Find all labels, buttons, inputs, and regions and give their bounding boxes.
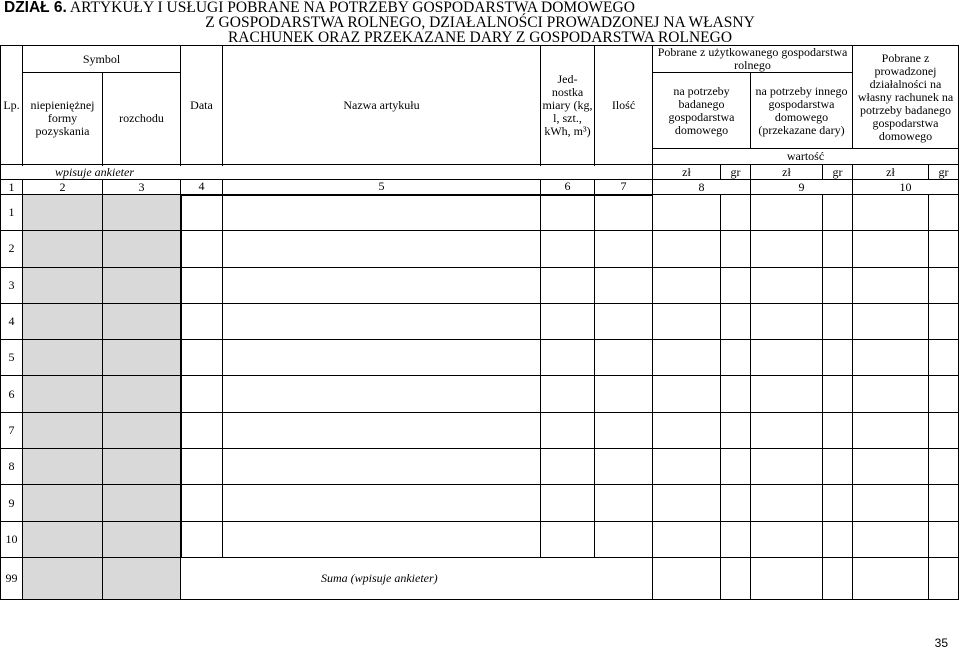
entry-row — [1, 449, 959, 485]
entry-cell[interactable] — [853, 231, 929, 267]
entry-cell[interactable] — [751, 376, 823, 412]
section-number: DZIAŁ 6. — [4, 0, 67, 16]
entry-cell[interactable] — [929, 376, 959, 412]
sum-cell-shaded — [23, 557, 103, 599]
entry-cell[interactable] — [541, 195, 595, 231]
col-num: 3 — [103, 180, 181, 195]
col-num: 2 — [23, 180, 103, 195]
row-lp: 3 — [1, 267, 23, 303]
shaded-symbol-cell — [23, 412, 103, 448]
header-wpisuje: wpisuje ankieter — [1, 165, 653, 180]
entry-cell[interactable] — [721, 267, 751, 303]
col-num: 7 — [595, 180, 653, 195]
col-num: 9 — [751, 180, 853, 195]
shaded-symbol-cell — [103, 449, 181, 485]
entry-cell[interactable] — [929, 303, 959, 339]
entry-cell[interactable] — [853, 485, 929, 521]
entry-cell[interactable] — [721, 376, 751, 412]
sum-cell[interactable] — [653, 557, 721, 599]
entry-cell[interactable] — [823, 231, 853, 267]
entry-cell[interactable] — [541, 267, 595, 303]
entry-cell[interactable] — [929, 485, 959, 521]
entry-cell[interactable] — [653, 195, 721, 231]
entry-cell[interactable] — [751, 412, 823, 448]
shaded-symbol-cell — [23, 267, 103, 303]
header-lp: Lp. — [1, 46, 23, 165]
entry-cell[interactable] — [721, 303, 751, 339]
entry-cell[interactable] — [853, 376, 929, 412]
entry-cell[interactable] — [929, 340, 959, 376]
col-num: 5 — [223, 180, 541, 195]
shaded-symbol-cell — [103, 521, 181, 557]
entry-row — [1, 195, 959, 231]
col-num: 6 — [541, 180, 595, 195]
entry-cell[interactable] — [223, 521, 541, 557]
row-lp: 9 — [1, 485, 23, 521]
shaded-symbol-cell — [103, 412, 181, 448]
entry-cell[interactable] — [595, 231, 653, 267]
entry-cell[interactable] — [223, 412, 541, 448]
header-data: Data — [181, 46, 223, 165]
sum-lp: 99 — [1, 557, 23, 599]
sum-cell-shaded — [103, 557, 181, 599]
unit-gr-1: gr — [721, 165, 751, 180]
entry-cell[interactable] — [223, 340, 541, 376]
unit-gr-3: gr — [929, 165, 959, 180]
sum-cell[interactable] — [853, 557, 929, 599]
entry-cell[interactable] — [853, 412, 929, 448]
entry-cell[interactable] — [223, 303, 541, 339]
entry-row — [1, 412, 959, 448]
entry-cell[interactable] — [541, 412, 595, 448]
entry-cell[interactable] — [823, 521, 853, 557]
entry-cell[interactable] — [721, 231, 751, 267]
entry-cell[interactable] — [929, 267, 959, 303]
entry-cell[interactable] — [653, 231, 721, 267]
entry-cell[interactable] — [721, 195, 751, 231]
entry-cell[interactable] — [595, 485, 653, 521]
col-num: 10 — [853, 180, 959, 195]
shaded-symbol-cell — [23, 231, 103, 267]
entry-cell[interactable] — [595, 267, 653, 303]
header-wartosc: wartość — [653, 149, 959, 165]
row-lp: 4 — [1, 303, 23, 339]
entry-cell[interactable] — [595, 376, 653, 412]
entry-row — [1, 303, 959, 339]
row-lp: 10 — [1, 521, 23, 557]
sum-cell[interactable] — [721, 557, 751, 599]
entry-cell[interactable] — [853, 267, 929, 303]
entry-cell[interactable] — [853, 195, 929, 231]
entry-cell[interactable] — [223, 485, 541, 521]
entry-cell[interactable] — [595, 303, 653, 339]
date-cell[interactable] — [181, 485, 223, 521]
sum-cell[interactable] — [823, 557, 853, 599]
title-line-3: RACHUNEK ORAZ PRZEKAZANE DARY Z GOSPODARSTWA ROLNEGO — [227, 29, 733, 46]
entry-cell[interactable] — [929, 521, 959, 557]
date-cell[interactable] — [181, 376, 223, 412]
col-num: 1 — [1, 180, 23, 195]
entry-cell[interactable] — [595, 195, 653, 231]
entry-cell[interactable] — [823, 303, 853, 339]
entry-cell[interactable] — [823, 376, 853, 412]
date-cell[interactable] — [181, 412, 223, 448]
entry-cell[interactable] — [653, 340, 721, 376]
column-number-row — [1, 180, 959, 195]
entry-cell[interactable] — [541, 485, 595, 521]
unit-zl-2: zł — [751, 165, 823, 180]
header-rozchodu: rozchodu — [103, 73, 181, 165]
row-lp: 2 — [1, 231, 23, 267]
shaded-symbol-cell — [103, 231, 181, 267]
page-number: 35 — [934, 636, 948, 650]
entry-cell[interactable] — [823, 195, 853, 231]
entry-cell[interactable] — [751, 521, 823, 557]
entry-cell[interactable] — [823, 340, 853, 376]
entry-cell[interactable] — [721, 449, 751, 485]
entry-cell[interactable] — [751, 267, 823, 303]
entry-cell[interactable] — [595, 521, 653, 557]
entry-cell[interactable] — [721, 485, 751, 521]
entry-cell[interactable] — [653, 267, 721, 303]
row-lp: 5 — [1, 340, 23, 376]
header-pobrane-group: Pobrane z użytkowanego gospodarstwa rolnego — [653, 46, 853, 73]
entry-cell[interactable] — [541, 340, 595, 376]
row-lp: 7 — [1, 412, 23, 448]
title-line-2: Z GOSPODARSTWA ROLNEGO, DZIAŁALNOŚCI PROWADZONEJ NA WŁASNY — [205, 14, 755, 31]
header-nazwa: Nazwa artykułu — [223, 46, 541, 165]
entry-cell[interactable] — [541, 376, 595, 412]
date-cell[interactable] — [181, 449, 223, 485]
survey-table — [0, 45, 959, 600]
entry-cell[interactable] — [751, 195, 823, 231]
entry-cell[interactable] — [595, 412, 653, 448]
entry-row — [1, 521, 959, 557]
date-cell[interactable] — [181, 340, 223, 376]
entry-cell[interactable] — [929, 231, 959, 267]
entry-cell[interactable] — [721, 340, 751, 376]
shaded-symbol-cell — [23, 195, 103, 231]
entry-cell[interactable] — [541, 303, 595, 339]
shaded-symbol-cell — [23, 485, 103, 521]
entry-cell[interactable] — [223, 267, 541, 303]
date-cell[interactable] — [181, 521, 223, 557]
sum-row — [1, 557, 959, 599]
shaded-symbol-cell — [23, 449, 103, 485]
header-badane: na potrzeby badanego gospodarstwa domowego — [653, 73, 751, 149]
date-cell[interactable] — [181, 303, 223, 339]
shaded-symbol-cell — [23, 521, 103, 557]
header-jednostka: Jed- nostka miary (kg, l, szt., kWh, m³) — [541, 46, 595, 165]
entry-cell[interactable] — [223, 231, 541, 267]
sum-cell[interactable] — [751, 557, 823, 599]
entry-cell[interactable] — [653, 485, 721, 521]
shaded-symbol-cell — [23, 376, 103, 412]
entry-cell[interactable] — [751, 485, 823, 521]
shaded-symbol-cell — [103, 340, 181, 376]
entry-cell[interactable] — [823, 449, 853, 485]
entry-cell[interactable] — [653, 303, 721, 339]
header-dzialalnosc: Pobrane z prowadzonej działalności na własny rachunek na potrzeby badanego gospodarstwa domowego — [853, 46, 959, 149]
sum-label: Suma (wpisuje ankieter) — [181, 557, 653, 599]
row-lp: 6 — [1, 376, 23, 412]
header-inne: na potrzeby innego gospodarstwa domowego (przekazane dary) — [751, 73, 853, 149]
entry-cell[interactable] — [853, 449, 929, 485]
entry-cell[interactable] — [751, 340, 823, 376]
entry-row — [1, 231, 959, 267]
entry-row — [1, 485, 959, 521]
entry-cell[interactable] — [721, 412, 751, 448]
entry-cell[interactable] — [223, 449, 541, 485]
entry-cell[interactable] — [823, 485, 853, 521]
shaded-symbol-cell — [103, 376, 181, 412]
entry-cell[interactable] — [751, 449, 823, 485]
entry-cell[interactable] — [223, 376, 541, 412]
entry-cell[interactable] — [751, 231, 823, 267]
entry-cell[interactable] — [541, 231, 595, 267]
header-ilosc: Ilość — [595, 46, 653, 165]
col-num: 4 — [181, 180, 223, 195]
entry-cell[interactable] — [223, 195, 541, 231]
title-text-1: ARTYKUŁY I USŁUGI POBRANE NA POTRZEBY GOSPODARSTWA DOMOWEGO — [69, 0, 635, 16]
entry-cell[interactable] — [823, 267, 853, 303]
sum-cell[interactable] — [929, 557, 959, 599]
entry-rows — [1, 195, 959, 558]
entry-cell[interactable] — [595, 340, 653, 376]
entry-row — [1, 340, 959, 376]
entry-cell[interactable] — [653, 521, 721, 557]
unit-zl-3: zł — [853, 165, 929, 180]
unit-zl-1: zł — [653, 165, 721, 180]
entry-cell[interactable] — [929, 412, 959, 448]
date-cell[interactable] — [181, 231, 223, 267]
entry-cell[interactable] — [751, 303, 823, 339]
shaded-symbol-cell — [103, 303, 181, 339]
entry-cell[interactable] — [929, 449, 959, 485]
row-lp: 1 — [1, 195, 23, 231]
shaded-symbol-cell — [23, 303, 103, 339]
entry-cell[interactable] — [929, 195, 959, 231]
unit-gr-2: gr — [823, 165, 853, 180]
entry-cell[interactable] — [541, 521, 595, 557]
entry-cell[interactable] — [653, 412, 721, 448]
entry-cell[interactable] — [721, 521, 751, 557]
entry-cell[interactable] — [823, 412, 853, 448]
entry-cell[interactable] — [595, 449, 653, 485]
entry-cell[interactable] — [853, 521, 929, 557]
shaded-symbol-cell — [103, 485, 181, 521]
row-lp: 8 — [1, 449, 23, 485]
entry-cell[interactable] — [653, 376, 721, 412]
shaded-symbol-cell — [23, 340, 103, 376]
entry-cell[interactable] — [541, 449, 595, 485]
entry-cell[interactable] — [853, 340, 929, 376]
entry-row — [1, 376, 959, 412]
date-cell[interactable] — [181, 195, 223, 231]
date-cell[interactable] — [181, 267, 223, 303]
header-symbol: Symbol — [23, 46, 181, 73]
title-line-1 — [4, 0, 635, 15]
shaded-symbol-cell — [103, 267, 181, 303]
col-num: 8 — [653, 180, 751, 195]
shaded-symbol-cell — [103, 195, 181, 231]
entry-cell[interactable] — [653, 449, 721, 485]
header-forma: niepieniężnej formy pozyskania — [23, 73, 103, 165]
entry-cell[interactable] — [853, 303, 929, 339]
entry-row — [1, 267, 959, 303]
